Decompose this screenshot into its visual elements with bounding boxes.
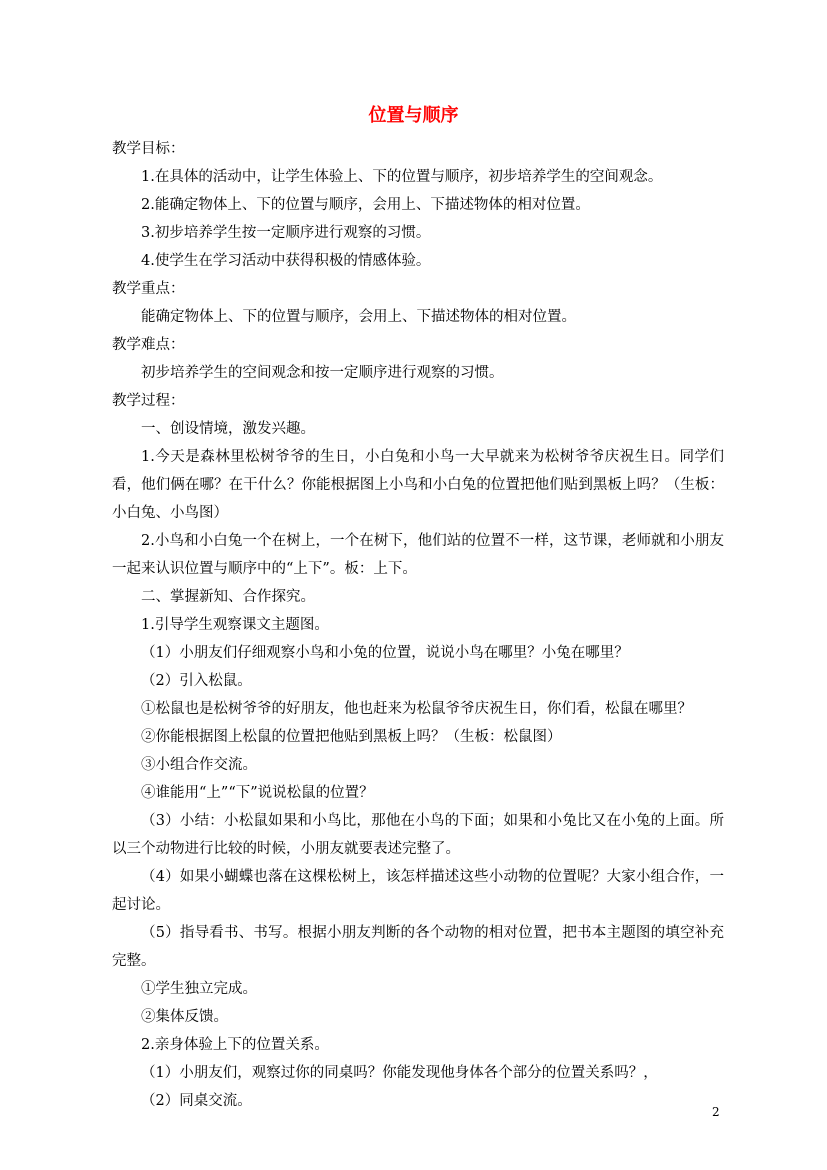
paragraph: （4）如果小蝴蝶也落在这棵松树上，该怎样描述这些小动物的位置呢？大家小组合作，一起讨论。 <box>112 869 724 913</box>
paragraph: （1）小朋友们仔细观察小鸟和小兔的位置，说说小鸟在哪里？小兔在哪里？ <box>141 645 629 661</box>
paragraph: 1.在具体的活动中，让学生体验上、下的位置与顺序，初步培养学生的空间观念。 <box>141 169 663 185</box>
paragraph: 二、掌握新知、合作探究。 <box>141 589 315 605</box>
document-title: 位置与顺序 <box>368 105 459 126</box>
paragraph: ②集体反馈。 <box>141 1009 228 1025</box>
paragraph: ④谁能用“上”“下”说说松鼠的位置？ <box>141 785 374 801</box>
paragraph: （5）指导看书、书写。根据小朋友判断的各个动物的相对位置，把书本主题图的填空补充完整。 <box>112 925 724 969</box>
page-number: 2 <box>712 1105 720 1119</box>
paragraph: ①松鼠也是松树爷爷的好朋友，他也赶来为松鼠爷爷庆祝生日，你们看，松鼠在哪里？ <box>141 701 692 717</box>
paragraph: ③小组合作交流。 <box>141 757 257 773</box>
paragraph: 4.使学生在学习活动中获得积极的情感体验。 <box>141 253 431 269</box>
paragraph: 2.亲身体验上下的位置关系。 <box>141 1037 329 1053</box>
paragraph: 初步培养学生的空间观念和按一定顺序进行观察的习惯。 <box>141 365 504 381</box>
paragraph: 一、创设情境，激发兴趣。 <box>141 421 315 437</box>
paragraph: （2）引入松鼠。 <box>141 673 252 689</box>
paragraph: 教学目标： <box>112 141 185 157</box>
paragraph: 教学过程： <box>112 393 185 409</box>
paragraph: 教学难点： <box>112 337 185 353</box>
paragraph: 1.引导学生观察课文主题图。 <box>141 617 329 633</box>
paragraph: （2）同桌交流。 <box>141 1093 252 1109</box>
paragraph: （1）小朋友们，观察过你的同桌吗？你能发现他身体各个部分的位置关系吗？， <box>141 1065 658 1081</box>
paragraph: ②你能根据图上松鼠的位置把他贴到黑板上吗？（生板：松鼠图） <box>141 729 562 745</box>
paragraph: ①学生独立完成。 <box>141 981 257 997</box>
paragraph: 2.能确定物体上、下的位置与顺序，会用上、下描述物体的相对位置。 <box>141 197 590 213</box>
paragraph: 教学重点： <box>112 281 185 297</box>
paragraph: 1.今天是森林里松树爷爷的生日，小白兔和小鸟一大早就来为松树爷爷庆祝生日。同学们看，他们俩在哪？在干什么？你能根据图上小鸟和小白兔的位置把他们贴到黑板上吗？（生板：小白兔、小鸟图） <box>112 449 724 521</box>
paragraph: 能确定物体上、下的位置与顺序，会用上、下描述物体的相对位置。 <box>141 309 576 325</box>
paragraph: （3）小结：小松鼠如果和小鸟比，那他在小鸟的下面；如果和小兔比又在小兔的上面。所以三个动物进行比较的时候，小朋友就要表述完整了。 <box>112 813 724 857</box>
document-body <box>112 135 724 1115</box>
paragraph: 2.小鸟和小白兔一个在树上，一个在树下，他们站的位置不一样，这节课，老师就和小朋友一起来认识位置与顺序中的“上下”。板：上下。 <box>112 533 724 577</box>
paragraph: 3.初步培养学生按一定顺序进行观察的习惯。 <box>141 225 431 241</box>
